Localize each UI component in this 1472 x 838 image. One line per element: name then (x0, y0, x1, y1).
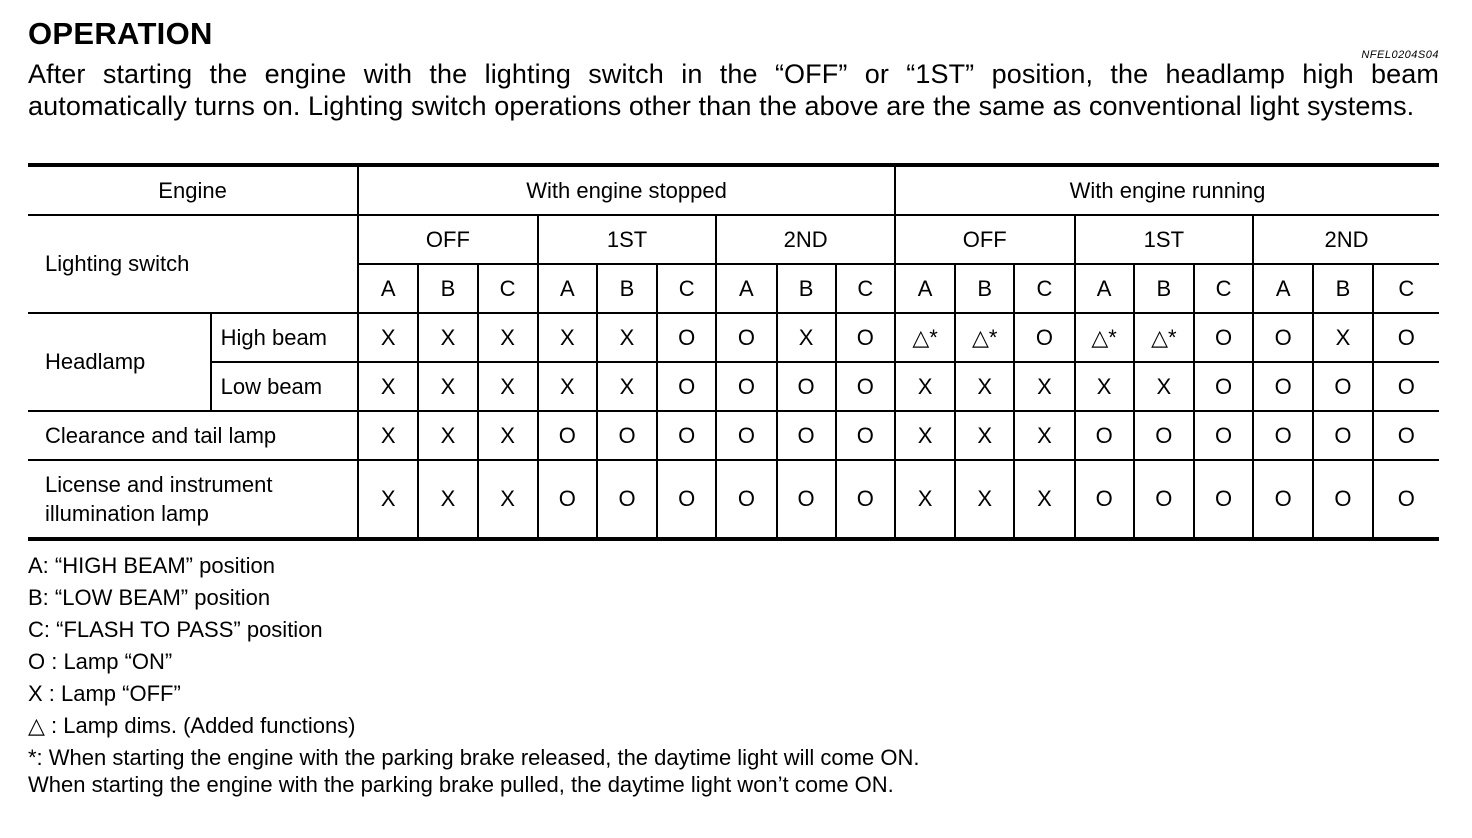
table-cell: O (1253, 362, 1313, 411)
table-cell: O (657, 460, 716, 539)
sub-position: A (716, 264, 776, 313)
table-cell: O (777, 460, 836, 539)
table-cell: X (955, 411, 1014, 460)
switch-position: OFF (358, 215, 538, 264)
table-cell: O (657, 313, 716, 362)
table-cell: X (358, 411, 418, 460)
switch-position-row (28, 215, 1439, 264)
table-cell: O (538, 411, 597, 460)
sub-position: B (1134, 264, 1194, 313)
table-cell: X (1014, 362, 1074, 411)
table-cell: O (836, 460, 895, 539)
table-cell: X (478, 362, 538, 411)
table-cell: O (1253, 313, 1313, 362)
table-cell: O (716, 362, 776, 411)
sub-position: A (895, 264, 955, 313)
table-cell: O (1194, 460, 1253, 539)
table-cell: △* (1075, 313, 1134, 362)
table-cell: O (1373, 411, 1439, 460)
table-cell: △* (955, 313, 1014, 362)
legend-item: A: “HIGH BEAM” position (28, 553, 275, 578)
table-cell: X (1014, 411, 1074, 460)
table-cell: X (358, 313, 418, 362)
table-cell: X (418, 362, 477, 411)
table-cell: O (1313, 460, 1372, 539)
document-page (28, 16, 1439, 797)
table-cell: O (538, 460, 597, 539)
sub-position: C (1014, 264, 1074, 313)
footnote-line: When starting the engine with the parking brake pulled, the daytime light won’t come ON. (28, 772, 894, 797)
table-cell: O (657, 411, 716, 460)
section-heading: OPERATION (28, 16, 213, 51)
switch-position: 2ND (1253, 215, 1439, 264)
sub-position: C (1373, 264, 1439, 313)
sub-position: B (597, 264, 657, 313)
legend-item: △ : Lamp dims. (Added functions) (28, 713, 356, 738)
table-cell: O (1194, 313, 1253, 362)
table-cell: O (1194, 411, 1253, 460)
switch-position: 1ST (1075, 215, 1254, 264)
table-cell: X (895, 460, 955, 539)
reference-code: NFEL0204S04 (1361, 49, 1439, 61)
table-cell: X (1313, 313, 1372, 362)
table-cell: X (478, 411, 538, 460)
table-cell: O (716, 460, 776, 539)
legend-item: X : Lamp “OFF” (28, 681, 181, 706)
sub-position: A (538, 264, 597, 313)
table-cell: X (418, 411, 477, 460)
headlamp-label: Headlamp (28, 313, 211, 411)
sub-position: B (418, 264, 477, 313)
lighting-operation-table (28, 163, 1439, 541)
footnote-line: *: When starting the engine with the parking brake released, the daytime light will come ON. (28, 745, 920, 770)
lighting-switch-label: Lighting switch (28, 215, 358, 313)
sub-position: A (1075, 264, 1134, 313)
legend-item: B: “LOW BEAM” position (28, 585, 271, 610)
table-cell: O (1373, 362, 1439, 411)
sub-position: B (777, 264, 836, 313)
table-cell: X (955, 362, 1014, 411)
engine-header-row (28, 165, 1439, 215)
table-cell: O (836, 362, 895, 411)
sub-position: C (836, 264, 895, 313)
table-cell: O (597, 411, 657, 460)
sub-position: C (657, 264, 716, 313)
sub-position: A (358, 264, 418, 313)
table-cell: X (358, 362, 418, 411)
table-cell: X (597, 313, 657, 362)
legend-item: C: “FLASH TO PASS” position (28, 617, 323, 642)
switch-position: 1ST (538, 215, 717, 264)
sub-position: B (955, 264, 1014, 313)
table-cell: X (538, 362, 597, 411)
row-label: High beam (211, 313, 359, 362)
table-cell: O (716, 313, 776, 362)
sub-position: B (1313, 264, 1372, 313)
row-label: Low beam (211, 362, 359, 411)
table-cell: O (1373, 313, 1439, 362)
table-cell: O (836, 411, 895, 460)
table-cell: O (1313, 362, 1372, 411)
sub-position: A (1253, 264, 1313, 313)
engine-stopped-header: With engine stopped (358, 165, 895, 215)
table-cell: X (478, 313, 538, 362)
table-cell: O (1253, 411, 1313, 460)
table-cell: X (1134, 362, 1194, 411)
sub-position: C (1194, 264, 1253, 313)
intro-paragraph: After starting the engine with the lighting switch in the “OFF” or “1ST” position, the headlamp high beam automatically turns on. Lighting switch operations other than the above are the same as conventional light systems. (28, 59, 1439, 121)
table-cell: O (597, 460, 657, 539)
table-cell: O (716, 411, 776, 460)
table-cell: O (836, 313, 895, 362)
license-instrument-row (28, 460, 1439, 539)
legend-item: O : Lamp “ON” (28, 649, 173, 674)
table-cell: O (1134, 411, 1194, 460)
table-cell: O (1134, 460, 1194, 539)
table-cell: O (1313, 411, 1372, 460)
table-cell: X (1075, 362, 1134, 411)
table-cell: O (1014, 313, 1074, 362)
engine-running-header: With engine running (895, 165, 1439, 215)
switch-position: 2ND (716, 215, 895, 264)
table-cell: O (1194, 362, 1253, 411)
table-cell: X (895, 362, 955, 411)
low-beam-row (28, 362, 1439, 411)
table-cell: X (955, 460, 1014, 539)
table-cell: X (777, 313, 836, 362)
switch-position: OFF (895, 215, 1075, 264)
row-label: Clearance and tail lamp (28, 411, 358, 460)
table-cell: X (478, 460, 538, 539)
footnote (28, 744, 919, 798)
table-cell: X (418, 460, 477, 539)
sub-position: C (478, 264, 538, 313)
table-cell: △* (1134, 313, 1194, 362)
high-beam-row (28, 313, 1439, 362)
table-cell: X (597, 362, 657, 411)
legend-list (28, 550, 356, 742)
table-cell: O (657, 362, 716, 411)
engine-label: Engine (158, 177, 227, 203)
table-cell: X (358, 460, 418, 539)
table-cell: O (1373, 460, 1439, 539)
table-cell: O (777, 362, 836, 411)
clearance-tail-row (28, 411, 1439, 460)
table-cell: △* (895, 313, 955, 362)
table-cell: O (777, 411, 836, 460)
table-cell: O (1075, 411, 1134, 460)
table-cell: O (1253, 460, 1313, 539)
row-label: License and instrument illumination lamp (28, 460, 358, 539)
table-cell: X (538, 313, 597, 362)
table-cell: X (895, 411, 955, 460)
table-cell: X (1014, 460, 1074, 539)
table-cell: O (1075, 460, 1134, 539)
table-cell: X (418, 313, 477, 362)
